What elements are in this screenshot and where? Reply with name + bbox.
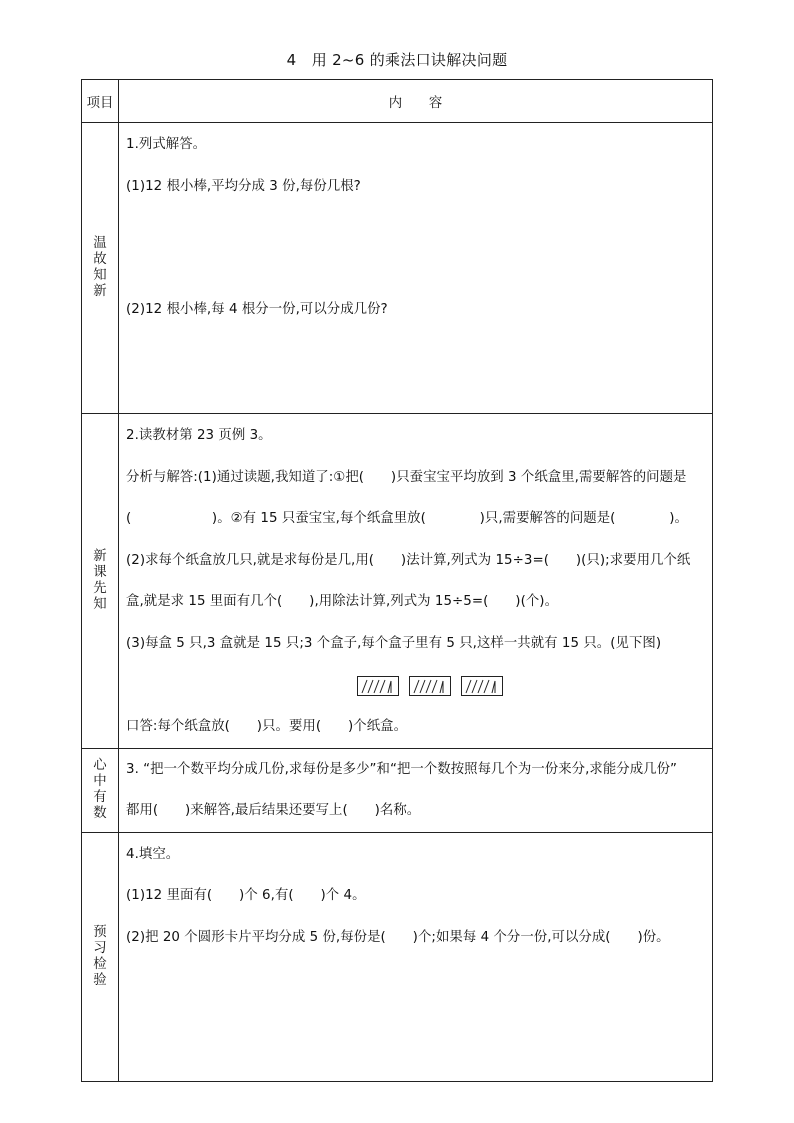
silkworm-box-figure (126, 664, 704, 706)
section-label-summary: 心中有数 (93, 758, 107, 821)
section-label-cell (82, 832, 119, 1081)
question-heading: 2.读教材第 23 页例 3。 (126, 428, 272, 443)
question-line: (3)每盒 5 只,3 盒就是 15 只;3 个盒子,每个盒子里有 5 只,这样一共就有 15 只。(见下图) (126, 635, 662, 651)
question-heading: 1.列式解答。 (126, 137, 207, 152)
box-with-silkworms-icon (409, 676, 451, 696)
section-label-check: 预习检验 (93, 924, 107, 988)
answer-space (126, 207, 704, 289)
section-content-review (119, 123, 713, 414)
box-with-silkworms-icon (461, 676, 503, 696)
section-label-cell (82, 123, 119, 414)
section-row-review (82, 123, 713, 414)
question-line: (2)求每个纸盒放几只,就是求每份是几,用( )法计算,列式为 15÷3=( )(只);求要用几个纸 (126, 552, 691, 568)
question-heading: 4.填空。 (126, 846, 180, 862)
question-line: 分析与解答:(1)通过读题,我知道了:①把( )只蚕宝宝平均放到 3 个纸盒里,需要解答的问题是 (126, 469, 687, 485)
section-label-cell (82, 748, 119, 832)
header-item-cell: 项目 (82, 80, 119, 123)
section-content-check (119, 832, 713, 1081)
section-row-preview (82, 414, 713, 749)
section-content-preview (119, 414, 713, 749)
question-line: 口答:每个纸盒放( )只。要用( )个纸盒。 (126, 719, 408, 734)
question-line: 3. “把一个数平均分成几份,求每份是多少”和“把一个数按照每几个为一份来分,求能分成几份” (126, 761, 678, 777)
question-line: (1)12 根小棒,平均分成 3 份,每份几根? (126, 178, 361, 194)
question-line: (1)12 里面有( )个 6,有( )个 4。 (126, 888, 366, 903)
worksheet-table (81, 79, 713, 1082)
section-content-summary (119, 748, 713, 832)
section-row-check (82, 832, 713, 1081)
page-title: 4 用 2~6 的乘法口诀解决问题 (286, 51, 508, 69)
question-line: ( )。②有 15 只蚕宝宝,每个纸盒里放( )只,需要解答的问题是( )。 (126, 511, 688, 526)
question-line: 都用( )来解答,最后结果还要写上( )名称。 (126, 803, 421, 818)
header-content-cell: 内 容 (119, 80, 713, 123)
section-label-cell (82, 414, 119, 749)
section-label-preview: 新课先知 (93, 548, 107, 612)
section-label-review: 温故知新 (93, 236, 107, 299)
question-line: (2)12 根小棒,每 4 根分一份,可以分成几份? (126, 302, 388, 317)
section-row-summary (82, 748, 713, 832)
header-row (82, 80, 713, 123)
question-line: (2)把 20 个圆形卡片平均分成 5 份,每份是( )个;如果每 4 个分一份,可以分成( )份。 (126, 929, 670, 945)
box-with-silkworms-icon (357, 676, 399, 696)
question-line: 盒,就是求 15 里面有几个( ),用除法计算,列式为 15÷5=( )(个)。 (126, 594, 559, 609)
